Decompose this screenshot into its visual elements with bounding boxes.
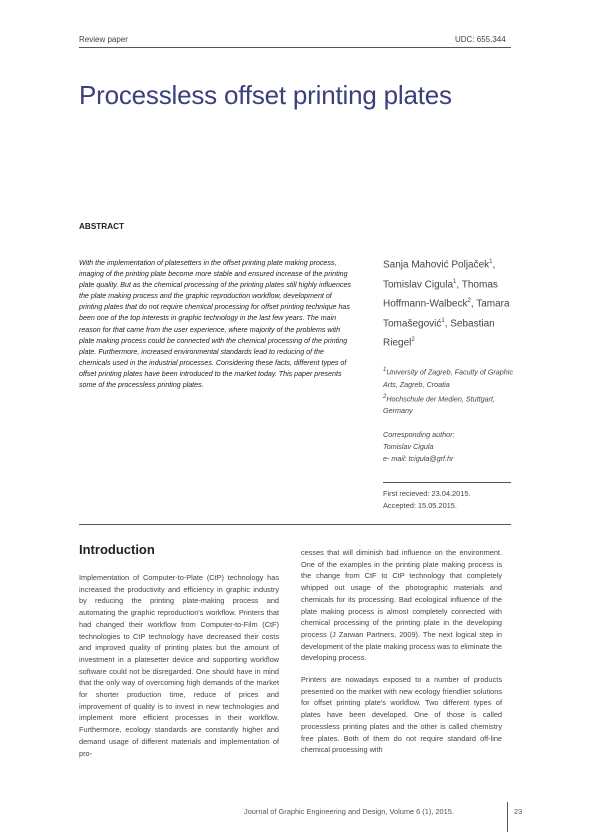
intro-paragraph: Printers are nowadays exposed to a number of products presented on the market with new ecology friendlier solutions for offset printing plate's workflow. Two different types of plates have been developed. One of those is called processless printing plates and the other is called chemistry free plates. Both of them do not require standard off-line chemical processing with [301,675,502,755]
article-type-label: Review paper [79,35,128,44]
author-name: Sebastian Riegel [383,317,495,349]
abstract-text: With the implementation of platesetters in the offset printing plate making process, imaging of the printing plate become more stable and ensured increase of the printing plate quality. But as the chemical processing of the printing plates still highly influences the plate making process and the graphic reproduction workflow, development of printing plates that do not require chemical processing for offset printing technique has been one of the top interests in graphic technology in the last few years. The main reason for that came from the user experience, where majority of the problems with plate making process could be connected with the chemical processing of the printing plate. Furthermore, increased environmental standards lead to reducing of the chemicals used in the industrial processes. Considering these facts, different types of offset printing plates have been introduced to the market today. This paper presents some of the processless printing plates. [79,259,351,390]
page-number: 23 [514,807,523,816]
header-rule [79,47,511,48]
corresponding-author [383,429,523,466]
intro-left-column: Implementation of Computer-to-Plate (CtP) technology has increased the productivity and efficiency in graphic industry by reducing the printing plate-making process and automating the graphic reproduction's workflow. Printers that had changed their workflow from Computer-to-Film (CtF) technologies to CtP technology have decreased their costs and improved quality of printing plates but the amount of investment in a platesetter device and supporting workflow software could not be disregarded. One should have in mind that the only way of overcoming high demands of the market for shorter production time, reduce of prices and improvement of quality is to invest in new technologies and implement more efficient processes in their workflow. Furthermore, ecology standards are constantly higher and demand usage of different materials and implementation of pro- [79,573,279,758]
abstract-bottom-rule [79,524,511,525]
received-date: First recieved: 23.04.2015. [383,489,471,498]
affiliations [383,364,523,418]
author-affiliation-mark: 1 [441,317,445,324]
article-dates [383,488,523,513]
accepted-date: Accepted: 15.05.2015. [383,501,457,511]
author-name: Tamara Tomašegović [383,298,510,329]
dates-top-rule [383,482,511,483]
author-affiliation-mark: 2 [467,298,471,305]
corresponding-name: Tomislav Cigula [383,442,434,452]
corresponding-email: e- mail: tcigula@grf.hr [383,454,454,464]
intro-right-column [301,547,502,766]
author-name: Sanja Mahović Poljaček [383,259,490,271]
author-name: Tomislav Cigula [383,278,454,290]
affiliation-mark: 1 [383,367,387,373]
footer-divider [507,802,508,832]
paper-title: Processless offset printing plates [79,80,452,110]
author-affiliation-mark: 1 [453,278,457,285]
udc-code: UDC: 655.344 [455,35,506,44]
abstract-heading: ABSTRACT [79,222,125,231]
affiliation-text: University of Zagreb, Faculty of Graphic Arts, Zagreb, Croatia [383,367,513,389]
affiliation-item [383,391,523,418]
intro-paragraph: cesses that will diminish bad influence on the environment. One of the examples in the printing plate making process is the change from CtF to CtP technology that completely whipped out usage of the photographic materials and chemicals for its processing. Bad ecological influence of the plate making process is almost completely connected with chemical processing of the printing plate in the developing process (J Zarwan Partners, 2009). The next logical step in development of the plate making process was to eliminate the developing process. [301,548,502,663]
journal-citation: Journal of Graphic Engineering and Design, Volume 6 (1), 2015. [244,807,454,816]
author-affiliation-mark: 2 [411,337,415,344]
corresponding-label: Corresponding author: [383,430,455,439]
author-name: Thomas Hoffmann-Walbeck [383,278,498,310]
author-affiliation-mark: 1 [489,259,493,265]
introduction-heading: Introduction [79,542,155,557]
author-list: Sanja Mahović Poljaček$^1$, Tomislav Cigula$^1$, Thomas Hoffmann-Walbeck$^2$, Tamara Tomašegović$^1$, Sebastian Riegel$^2$ [383,259,510,349]
affiliation-text: Hochschule der Medien, Stuttgart, Germany [383,394,496,416]
affiliation-mark: 2 [383,393,387,400]
affiliation-item [383,364,523,391]
